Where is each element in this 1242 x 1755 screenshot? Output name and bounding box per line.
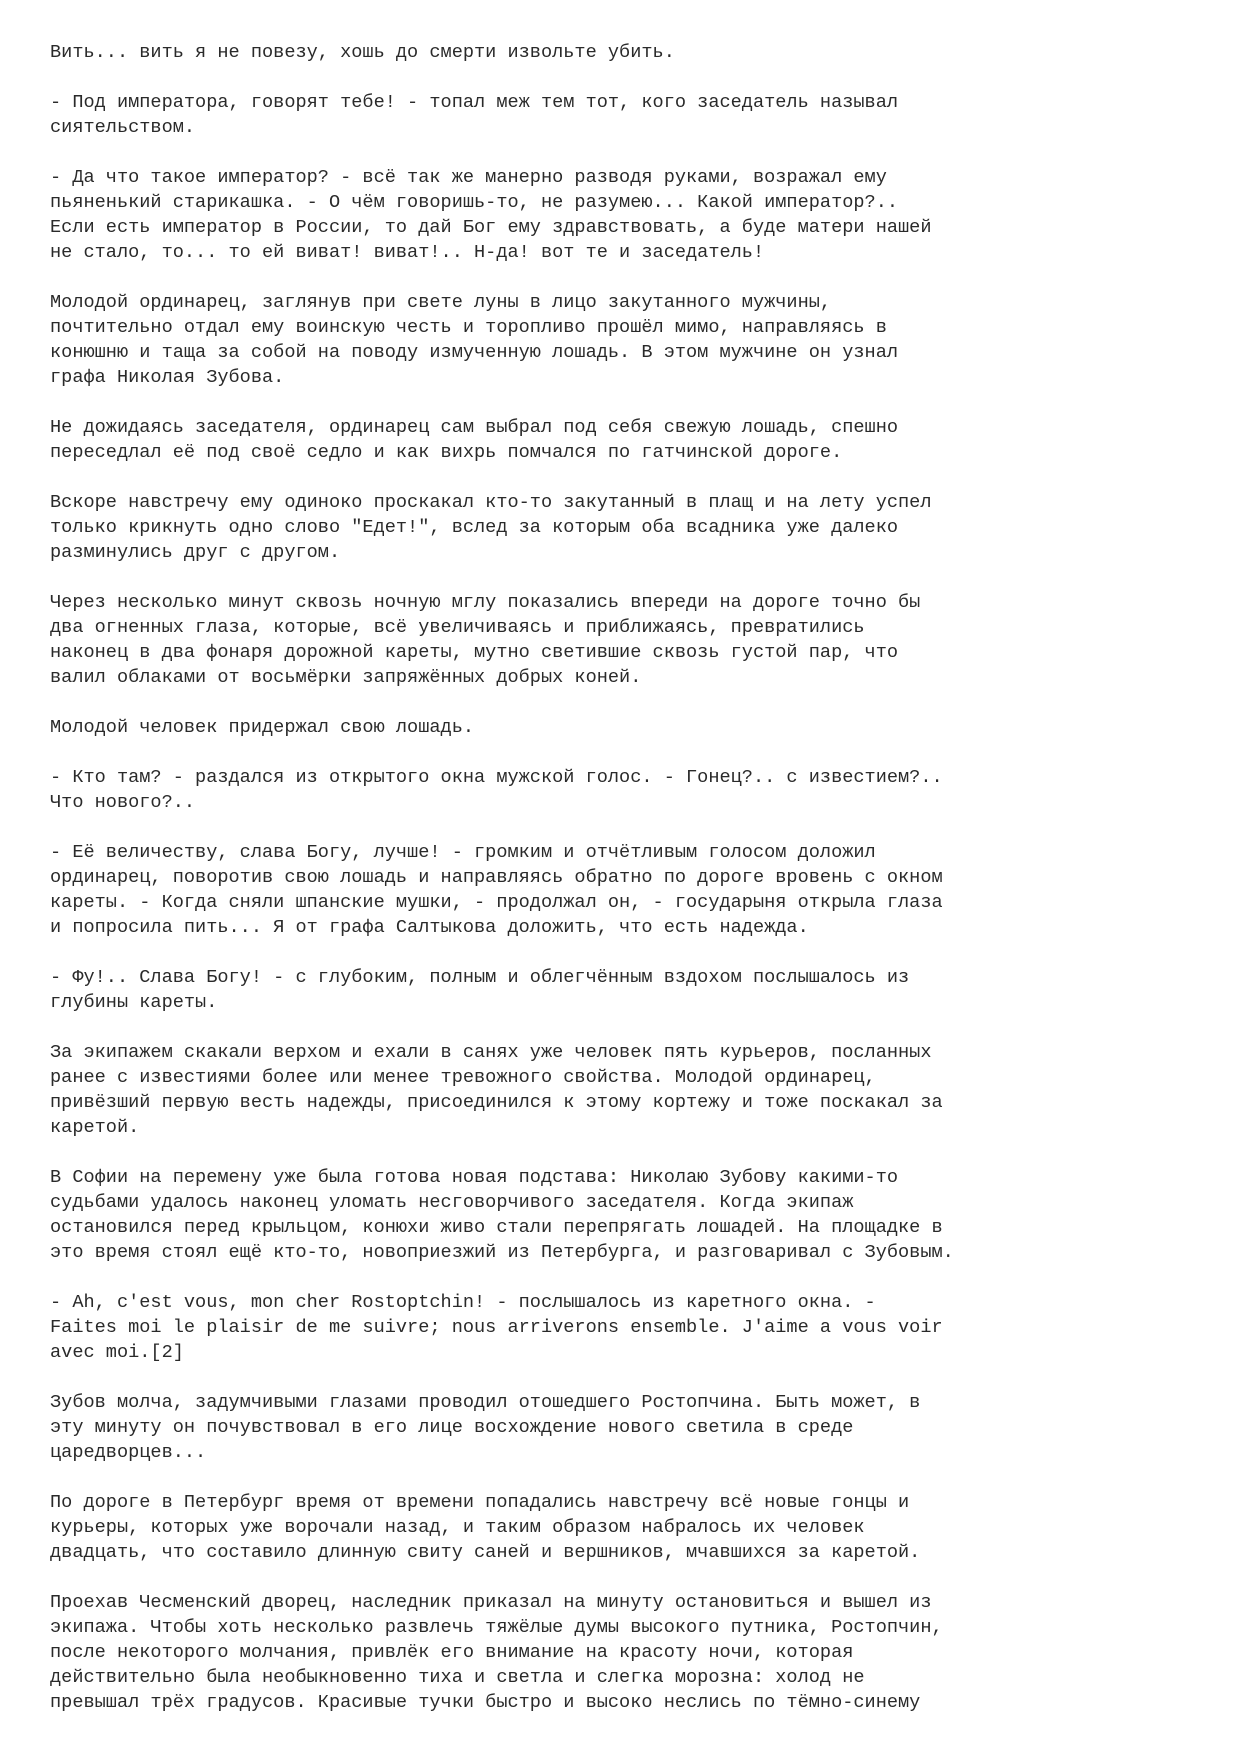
text-line: - Да что такое император? - всё так же манерно разводя руками, возражал ему xyxy=(50,167,887,188)
text-line: судьбами удалось наконец уломать несговорчивого заседателя. Когда экипаж xyxy=(50,1192,854,1213)
text-line: это время стоял ещё кто-то, новоприезжий из Петербурга, и разговаривал с Зубовым. xyxy=(50,1242,954,1263)
paragraph xyxy=(50,1040,1200,1140)
document-page xyxy=(50,40,1200,1740)
text-line: разминулись друг с другом. xyxy=(50,542,341,563)
text-line: глубины кареты. xyxy=(50,992,218,1013)
text-line: - Фу!.. Слава Богу! - с глубоким, полным и облегчённым вздохом послышалось из xyxy=(50,967,910,988)
text-line: не стало, то... то ей виват! виват!.. Н-да! вот те и заседатель! xyxy=(50,242,765,263)
text-line: графа Николая Зубова. xyxy=(50,367,285,388)
text-line: экипажа. Чтобы хоть несколько развлечь тяжёлые думы высокого путника, Ростопчин, xyxy=(50,1617,943,1638)
text-line: Молодой человек придержал свою лошадь. xyxy=(50,717,475,738)
paragraph xyxy=(50,1390,1200,1465)
text-line: - Под императора, говорят тебе! - топал меж тем тот, кого заседатель называл xyxy=(50,92,899,113)
text-line: сиятельством. xyxy=(50,117,196,138)
paragraph xyxy=(50,965,1200,1015)
paragraph xyxy=(50,840,1200,940)
text-line: остановился перед крыльцом, конюхи живо стали перепрягать лошадей. На площадке в xyxy=(50,1217,943,1238)
text-line: курьеры, которых уже ворочали назад, и таким образом набралось их человек xyxy=(50,1517,865,1538)
text-line: Вить... вить я не повезу, хошь до смерти извольте убить. xyxy=(50,42,675,63)
paragraph xyxy=(50,165,1200,265)
text-line: Зубов молча, задумчивыми глазами проводил отошедшего Ростопчина. Быть может, в xyxy=(50,1392,921,1413)
text-line: - Кто там? - раздался из открытого окна мужской голос. - Гонец?.. с известием?.. xyxy=(50,767,943,788)
text-line: конюшню и таща за собой на поводу измученную лошадь. В этом мужчине он узнал xyxy=(50,342,899,363)
paragraph xyxy=(50,715,1200,740)
text-line: и попросила пить... Я от графа Салтыкова доложить, что есть надежда. xyxy=(50,917,809,938)
text-line: Что нового?.. xyxy=(50,792,196,813)
text-line: переседлал её под своё седло и как вихрь помчался по гатчинской дороге. xyxy=(50,442,843,463)
text-line: - Её величеству, слава Богу, лучше! - громким и отчётливым голосом доложил xyxy=(50,842,876,863)
text-line: Вскоре навстречу ему одиноко проскакал кто-то закутанный в плащ и на лету успел xyxy=(50,492,932,513)
paragraph xyxy=(50,1290,1200,1365)
text-line: Молодой ординарец, заглянув при свете луны в лицо закутанного мужчины, xyxy=(50,292,832,313)
text-line: два огненных глаза, которые, всё увеличиваясь и приближаясь, превратились xyxy=(50,617,865,638)
text-line: Faites moi le plaisir de me suivre; nous arriverons ensemble. J'aime a vous voir xyxy=(50,1317,943,1338)
text-line: каретой. xyxy=(50,1117,140,1138)
text-line: только крикнуть одно слово "Едет!", вслед за которым оба всадника уже далеко xyxy=(50,517,899,538)
text-line: Проехав Чесменский дворец, наследник приказал на минуту остановиться и вышел из xyxy=(50,1592,932,1613)
paragraph xyxy=(50,1590,1200,1715)
text-line: наконец в два фонаря дорожной кареты, мутно светившие сквозь густой пар, что xyxy=(50,642,899,663)
paragraph xyxy=(50,590,1200,690)
text-line: avec moi.[2] xyxy=(50,1342,184,1363)
text-line: По дороге в Петербург время от времени попадались навстречу всё новые гонцы и xyxy=(50,1492,910,1513)
text-line: превышал трёх градусов. Красивые тучки быстро и высоко неслись по тёмно-синему xyxy=(50,1692,921,1713)
paragraph xyxy=(50,1165,1200,1265)
text-line: В Софии на перемену уже была готова новая подстава: Николаю Зубову какими-то xyxy=(50,1167,899,1188)
text-line: привёзший первую весть надежды, присоединился к этому кортежу и тоже поскакал за xyxy=(50,1092,943,1113)
paragraph xyxy=(50,1490,1200,1565)
text-line: За экипажем скакали верхом и ехали в санях уже человек пять курьеров, посланных xyxy=(50,1042,932,1063)
paragraph xyxy=(50,765,1200,815)
text-line: ранее с известиями более или менее тревожного свойства. Молодой ординарец, xyxy=(50,1067,876,1088)
text-line: Через несколько минут сквозь ночную мглу показались впереди на дороге точно бы xyxy=(50,592,921,613)
paragraph xyxy=(50,40,1200,65)
text-line: пьяненький старикашка. - О чём говоришь-то, не разумею... Какой император?.. xyxy=(50,192,899,213)
text-line: Не дожидаясь заседателя, ординарец сам выбрал под себя свежую лошадь, спешно xyxy=(50,417,899,438)
paragraph xyxy=(50,490,1200,565)
text-line: - Ah, c'est vous, mon cher Rostoptchin! - послышалось из каретного окна. - xyxy=(50,1292,876,1313)
paragraph xyxy=(50,290,1200,390)
text-line: почтительно отдал ему воинскую честь и торопливо прошёл мимо, направляясь в xyxy=(50,317,887,338)
text-line: царедворцев... xyxy=(50,1442,207,1463)
text-line: Если есть император в России, то дай Бог ему здравствовать, а буде матери нашей xyxy=(50,217,932,238)
text-line: действительно была необыкновенно тиха и светла и слегка морозна: холод не xyxy=(50,1667,865,1688)
text-line: валил облаками от восьмёрки запряжённых добрых коней. xyxy=(50,667,642,688)
paragraph xyxy=(50,90,1200,140)
text-line: ординарец, поворотив свою лошадь и направляясь обратно по дороге вровень с окном xyxy=(50,867,943,888)
text-line: после некоторого молчания, привлёк его внимание на красоту ночи, которая xyxy=(50,1642,854,1663)
text-line: эту минуту он почувствовал в его лице восхождение нового светила в среде xyxy=(50,1417,854,1438)
text-line: кареты. - Когда сняли шпанские мушки, - продолжал он, - государыня открыла глаза xyxy=(50,892,943,913)
paragraph xyxy=(50,415,1200,465)
text-line: двадцать, что составило длинную свиту саней и вершников, мчавшихся за каретой. xyxy=(50,1542,921,1563)
